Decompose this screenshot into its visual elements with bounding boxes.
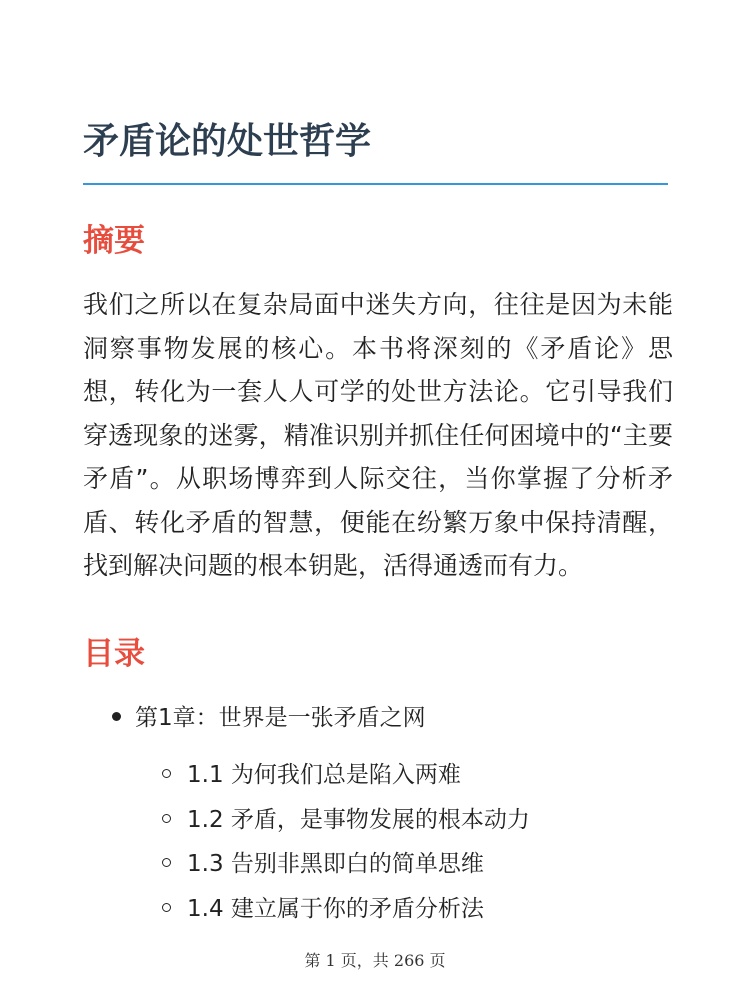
toc-section-label: 1.2 矛盾，是事物发展的根本动力: [187, 806, 530, 833]
toc-chapter-list: [112, 700, 426, 736]
circle-bullet-icon: [162, 769, 171, 778]
toc-section-label: 1.4 建立属于你的矛盾分析法: [187, 895, 484, 922]
toc-section-label: 1.3 告别非黑即白的简单思维: [187, 851, 484, 877]
title-divider: [83, 183, 668, 185]
circle-bullet-icon: [162, 814, 171, 823]
toc-section-item: [162, 891, 530, 936]
toc-chapter-label: 第1章：世界是一张矛盾之网: [135, 705, 426, 731]
toc-section-label: 1.1 为何我们总是陷入两难: [187, 762, 461, 788]
bullet-icon: [112, 712, 121, 721]
abstract-heading: 摘要: [83, 223, 145, 259]
toc-section-item: [162, 757, 530, 802]
document-title: 矛盾论的处世哲学: [83, 121, 372, 162]
circle-bullet-icon: [162, 903, 171, 912]
toc-heading: 目录: [83, 636, 145, 672]
circle-bullet-icon: [162, 858, 171, 867]
toc-section-item: [162, 802, 530, 847]
page-footer: 第 1 页，共 266 页: [304, 951, 446, 970]
toc-chapter-item: [112, 700, 426, 736]
toc-section-list: [162, 757, 530, 935]
toc-section-item: [162, 846, 530, 891]
abstract-paragraph: 我们之所以在复杂局面中迷失方向，往往是因为未能洞察事物发展的核心。本书将深刻的《矛盾论》思想，转化为一套人人可学的处世方法论。它引导我们穿透现象的迷雾，精准识别并抓住任何困境中的“主要矛盾”。从职场博弈到人际交往，当你掌握了分析矛盾、转化矛盾的智慧，便能在纷繁万象中保持清醒，找到解决问题的根本钥匙，活得通透而有力。: [83, 290, 673, 580]
